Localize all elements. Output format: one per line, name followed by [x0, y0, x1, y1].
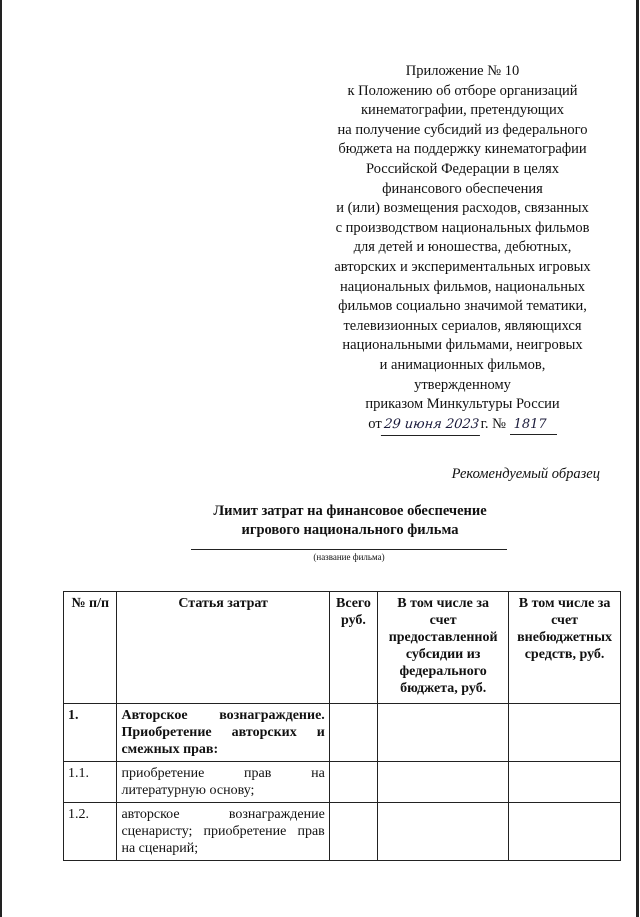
- scan-border-right: [636, 0, 639, 917]
- appendix-line: фильмов социально значимой тематики,: [338, 298, 587, 315]
- appendix-line: национальных фильмов, национальных: [340, 278, 585, 295]
- row-num: 1.: [64, 704, 117, 762]
- row-article: приобретение прав на литературную основу;: [117, 762, 329, 803]
- row-article: Авторское вознаграждение. Приобретение авторских и смежных прав:: [117, 704, 329, 762]
- document-title-line: игрового национального фильма: [241, 522, 459, 538]
- table-row: [64, 803, 621, 861]
- table-row: [64, 762, 621, 803]
- table-row: [64, 704, 621, 762]
- appendix-line: Российской Федерации в целях: [365, 160, 559, 177]
- row-subsidy-cell[interactable]: [378, 762, 509, 803]
- appendix-line: кинематографии, претендующих: [361, 102, 564, 119]
- appendix-line: утвержденному: [414, 376, 511, 393]
- header-article: Статья затрат: [117, 592, 329, 704]
- appendix-line: приказом Минкультуры России: [365, 396, 560, 413]
- recommended-sample-label: Рекомендуемый образец: [451, 466, 600, 482]
- order-date-handwritten: 29 июня 2023: [381, 415, 482, 436]
- row-article: авторское вознаграждение сценаристу; приобретение прав на сценарий;: [117, 803, 329, 861]
- scan-border-left: [0, 0, 2, 917]
- row-subsidy-cell[interactable]: [378, 803, 509, 861]
- row-extrabudget-cell[interactable]: [509, 762, 621, 803]
- appendix-line: бюджета на поддержку кинематографии: [338, 141, 587, 158]
- row-extrabudget-cell[interactable]: [509, 704, 621, 762]
- order-signature: [368, 415, 556, 436]
- header-extrabudget: В том числе за счет внебюджетных средств, руб.: [509, 592, 621, 704]
- appendix-line: с производством национальных фильмов: [335, 219, 590, 236]
- appendix-line: для детей и юношества, дебютных,: [353, 239, 572, 256]
- row-subsidy-cell[interactable]: [378, 704, 509, 762]
- appendix-header: [300, 62, 625, 435]
- appendix-line: финансового обеспечения: [382, 180, 543, 197]
- appendix-line: национальными фильмами, неигровых: [342, 337, 583, 354]
- appendix-line: и (или) возмещения расходов, связанных: [336, 200, 589, 217]
- appendix-line: на получение субсидий из федерального: [337, 121, 588, 138]
- row-extrabudget-cell[interactable]: [509, 803, 621, 861]
- header-num: № п/п: [64, 592, 117, 704]
- appendix-line: авторских и экспериментальных игровых: [334, 258, 591, 275]
- document-title-line: Лимит затрат на финансовое обеспечение: [213, 503, 487, 519]
- order-reference-line: [300, 415, 625, 436]
- row-num: 1.2.: [64, 803, 117, 861]
- row-total-cell[interactable]: [329, 762, 377, 803]
- order-prefix: от: [368, 415, 382, 432]
- order-number-handwritten: 1817: [510, 415, 557, 436]
- film-name-blank-line: [191, 549, 507, 550]
- document-title: [160, 502, 540, 540]
- header-subsidy: В том числе за счет предоставленной субсидии из федерального бюджета, руб.: [378, 592, 509, 704]
- row-total-cell[interactable]: [329, 704, 377, 762]
- cost-limit-table: [63, 591, 621, 861]
- table-header-row: [64, 592, 621, 704]
- appendix-line: Приложение № 10: [405, 63, 520, 79]
- appendix-line: и анимационных фильмов,: [379, 356, 546, 373]
- film-name-caption: (название фильма): [313, 552, 385, 562]
- row-num: 1.1.: [64, 762, 117, 803]
- appendix-line: к Положению об отборе организаций: [347, 82, 578, 99]
- appendix-line: телевизионных сериалов, являющихся: [343, 317, 582, 334]
- order-number-label: г. №: [480, 415, 506, 432]
- header-total: Всего руб.: [329, 592, 377, 704]
- row-total-cell[interactable]: [329, 803, 377, 861]
